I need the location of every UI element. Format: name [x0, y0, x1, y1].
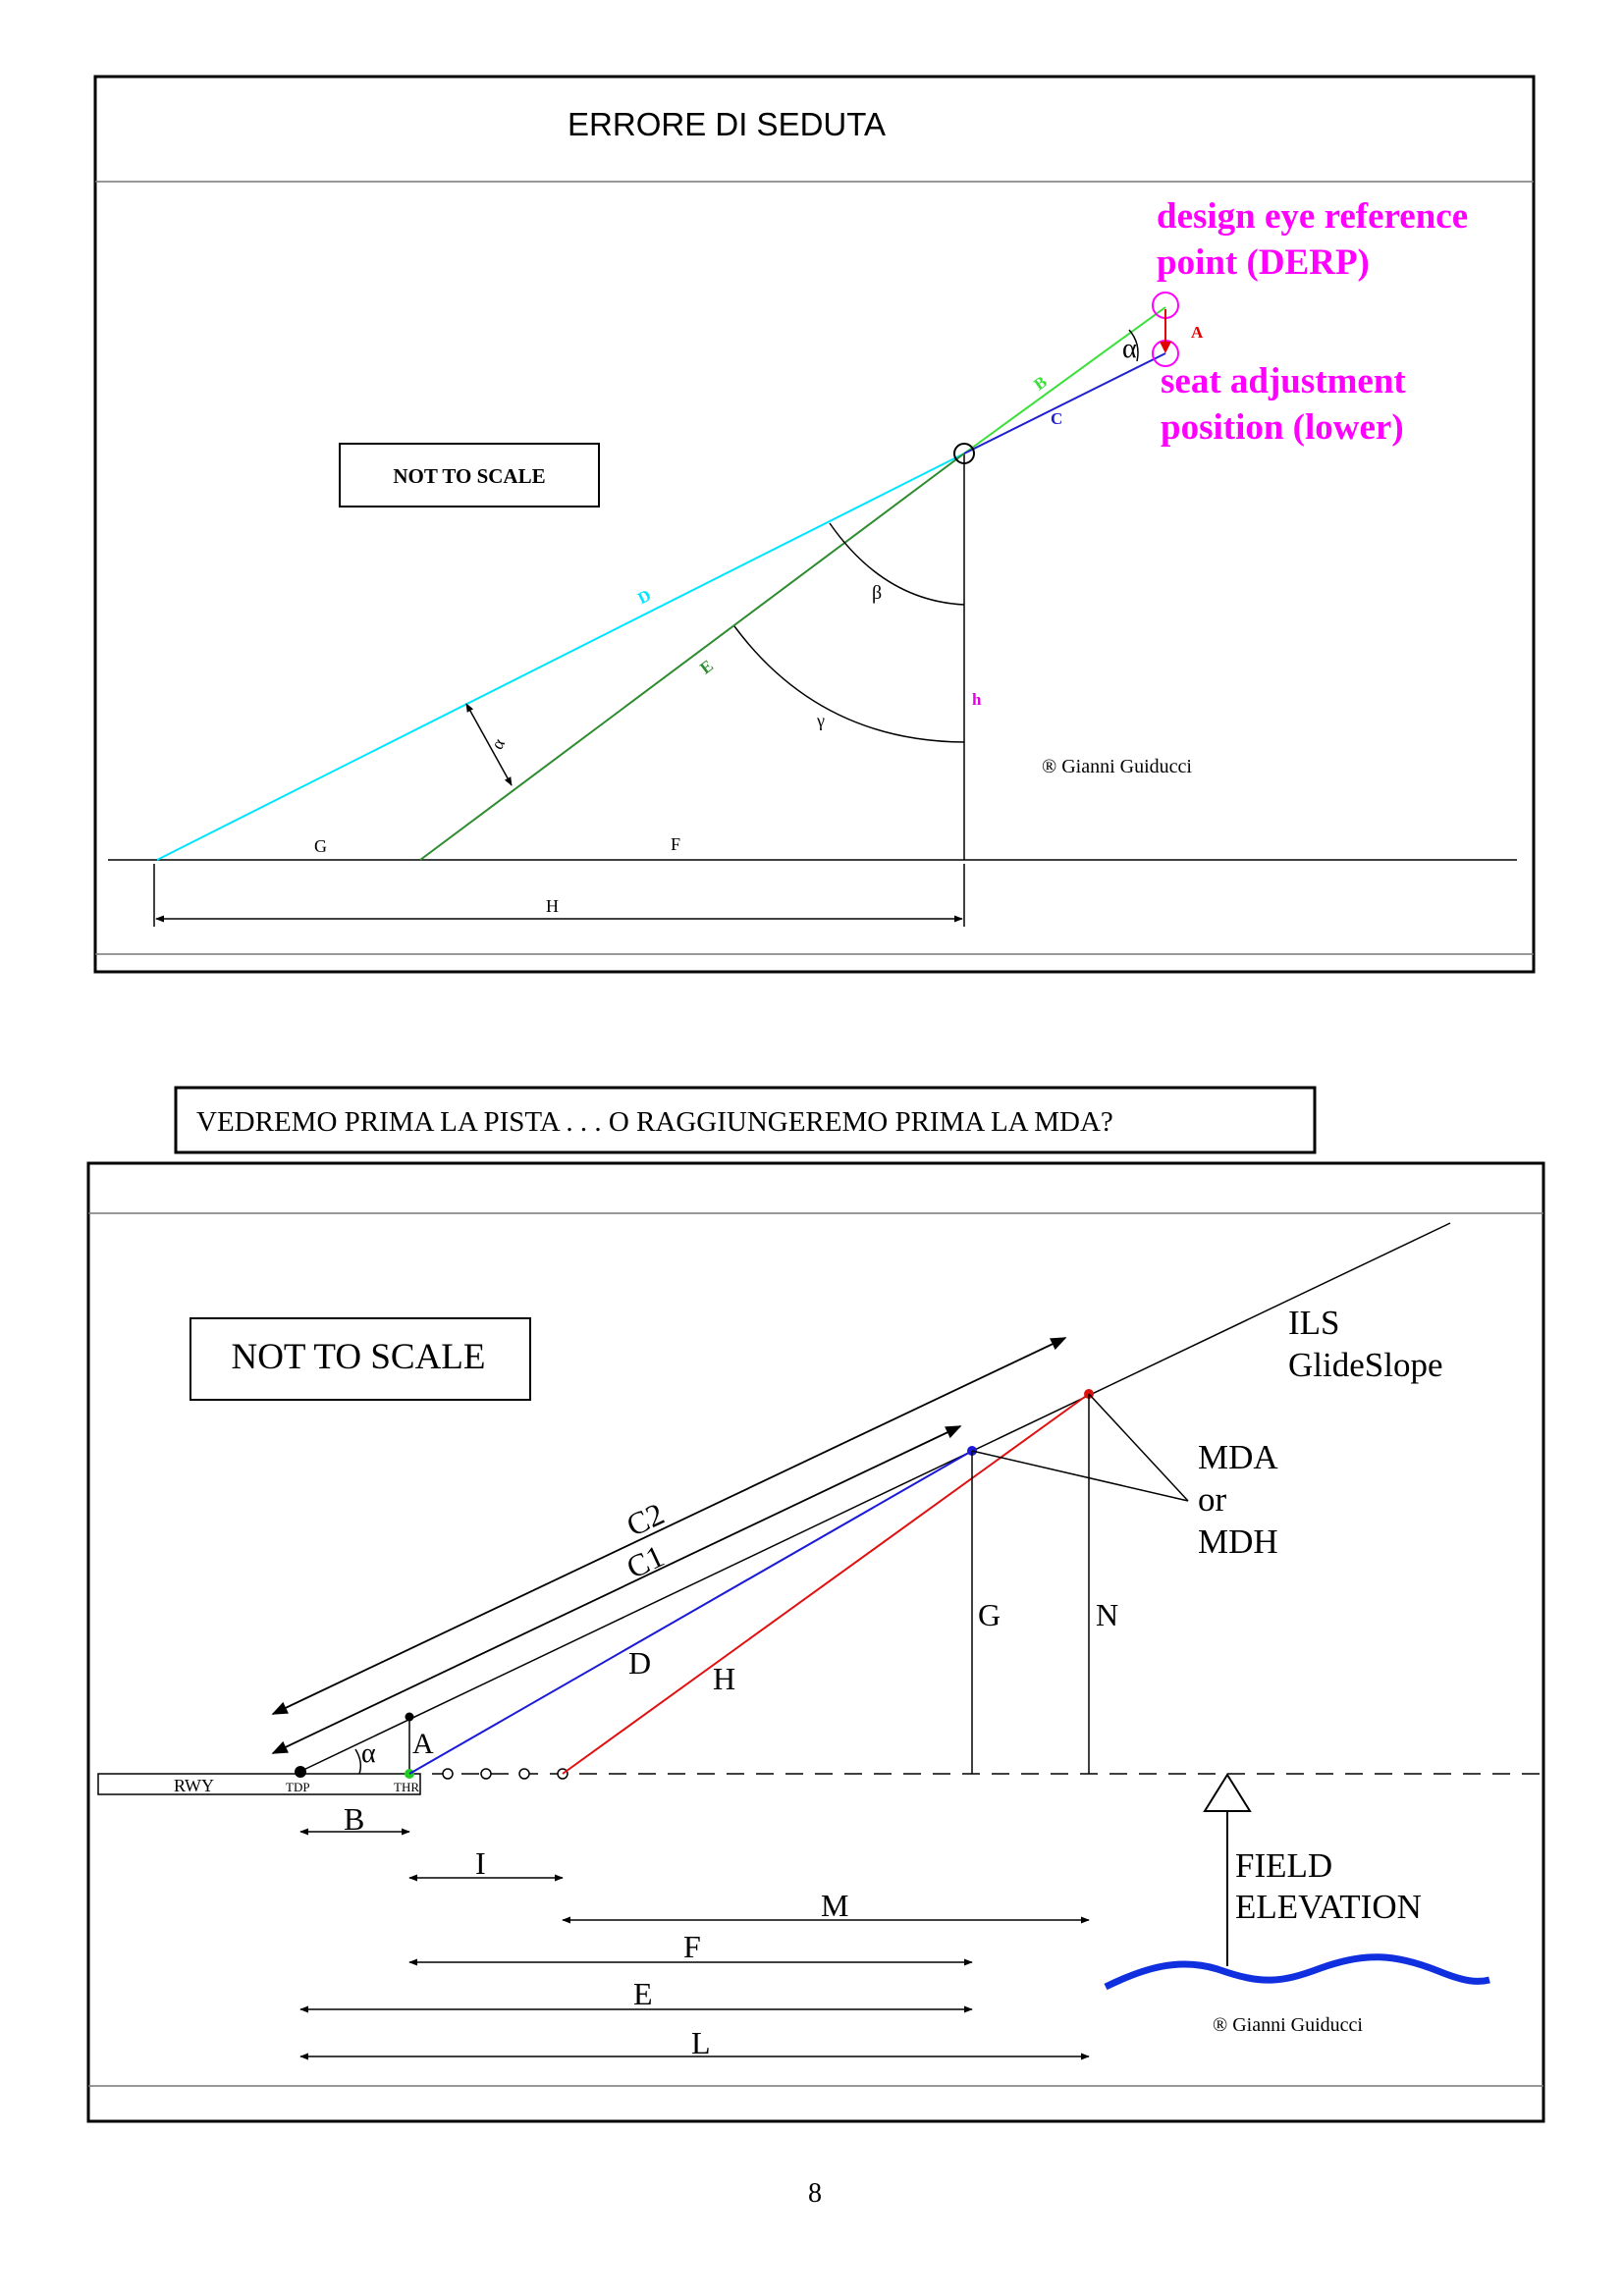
label-alpha-bottom: α	[361, 1738, 376, 1769]
beta-arc	[830, 523, 964, 605]
label-c2: C2	[621, 1495, 670, 1543]
derp-label-line2: point (DERP)	[1157, 242, 1370, 283]
label-e-top: E	[696, 656, 717, 678]
ils-label-line2: GlideSlope	[1288, 1346, 1443, 1384]
line-a-arrow	[1160, 342, 1171, 353]
label-gamma: γ	[817, 711, 825, 730]
label-h-small: h	[972, 690, 982, 709]
glide-slope-line	[299, 1223, 1450, 1772]
label-i: I	[475, 1845, 486, 1881]
bottom-copyright: ® Gianni Guiducci	[1213, 2014, 1363, 2036]
point-a-top	[406, 1713, 414, 1722]
label-h-bottom: H	[713, 1661, 736, 1696]
ground-dot-1	[443, 1769, 453, 1779]
seat-label-line1: seat adjustment	[1161, 361, 1406, 401]
label-c1: C1	[621, 1537, 670, 1585]
water-wave	[1106, 1957, 1489, 1987]
label-f-bottom: F	[683, 1929, 701, 1964]
top-copyright: ® Gianni Guiducci	[1042, 756, 1192, 777]
label-c-top: C	[1051, 409, 1063, 428]
label-l: L	[691, 2025, 711, 2060]
ils-label-line1: ILS	[1288, 1304, 1340, 1342]
label-alpha-de: α	[486, 734, 510, 753]
label-m: M	[821, 1888, 849, 1923]
gamma-arc	[734, 626, 964, 742]
question-text: VEDREMO PRIMA LA PISTA . . . O RAGGIUNGEREMO PRIMA LA MDA?	[196, 1106, 1113, 1138]
label-d-bottom: D	[628, 1645, 652, 1681]
field-elevation-arrowhead	[1205, 1775, 1250, 1811]
page-number: 8	[808, 2178, 822, 2209]
c2-arrow	[273, 1338, 1065, 1714]
label-g-bottom: G	[978, 1597, 1001, 1632]
seat-label-line2: position (lower)	[1161, 407, 1404, 448]
mda-pointer-1	[972, 1451, 1188, 1501]
tdp-point	[295, 1766, 306, 1778]
label-beta: β	[872, 582, 883, 604]
label-a-bottom: A	[412, 1728, 434, 1760]
tdp-label: TDP	[286, 1780, 310, 1794]
field-label-line2: ELEVATION	[1235, 1888, 1422, 1926]
top-title: ERRORE DI SEDUTA	[568, 106, 886, 142]
field-label-line1: FIELD	[1235, 1846, 1333, 1885]
ground-dot-2	[481, 1769, 491, 1779]
mda-label-line2: or	[1198, 1480, 1227, 1519]
mda-diagram	[88, 1088, 1543, 2121]
label-d-top: D	[634, 585, 655, 609]
mda-label-line3: MDH	[1198, 1522, 1278, 1561]
line-e	[420, 454, 964, 860]
label-a-top: A	[1191, 323, 1204, 342]
mda-label-line1: MDA	[1198, 1438, 1278, 1476]
c1-arrow	[273, 1426, 960, 1753]
label-f-top: F	[671, 834, 681, 854]
bottom-not-to-scale-text: NOT TO SCALE	[231, 1337, 486, 1377]
label-alpha-derp: α	[1122, 334, 1137, 364]
alpha-arc-bottom	[355, 1749, 360, 1774]
label-b-top: B	[1030, 372, 1051, 395]
label-h-top: H	[546, 896, 559, 916]
mda-pointer-2	[1089, 1394, 1188, 1501]
label-b-bottom: B	[344, 1801, 365, 1837]
line-d	[157, 454, 964, 860]
seat-error-diagram	[95, 77, 1534, 972]
label-e-bottom: E	[633, 1976, 653, 2011]
runway	[98, 1774, 420, 1794]
line-c	[964, 353, 1165, 454]
label-g-top: G	[314, 836, 327, 856]
ground-dot-3	[519, 1769, 529, 1779]
derp-label-line1: design eye reference	[1157, 196, 1469, 237]
top-not-to-scale-text: NOT TO SCALE	[393, 464, 546, 488]
thr-label: THR	[394, 1780, 419, 1794]
line-d-blue	[409, 1451, 972, 1774]
label-n-bottom: N	[1096, 1597, 1119, 1632]
rwy-label: RWY	[174, 1776, 215, 1795]
line-b	[964, 307, 1165, 454]
